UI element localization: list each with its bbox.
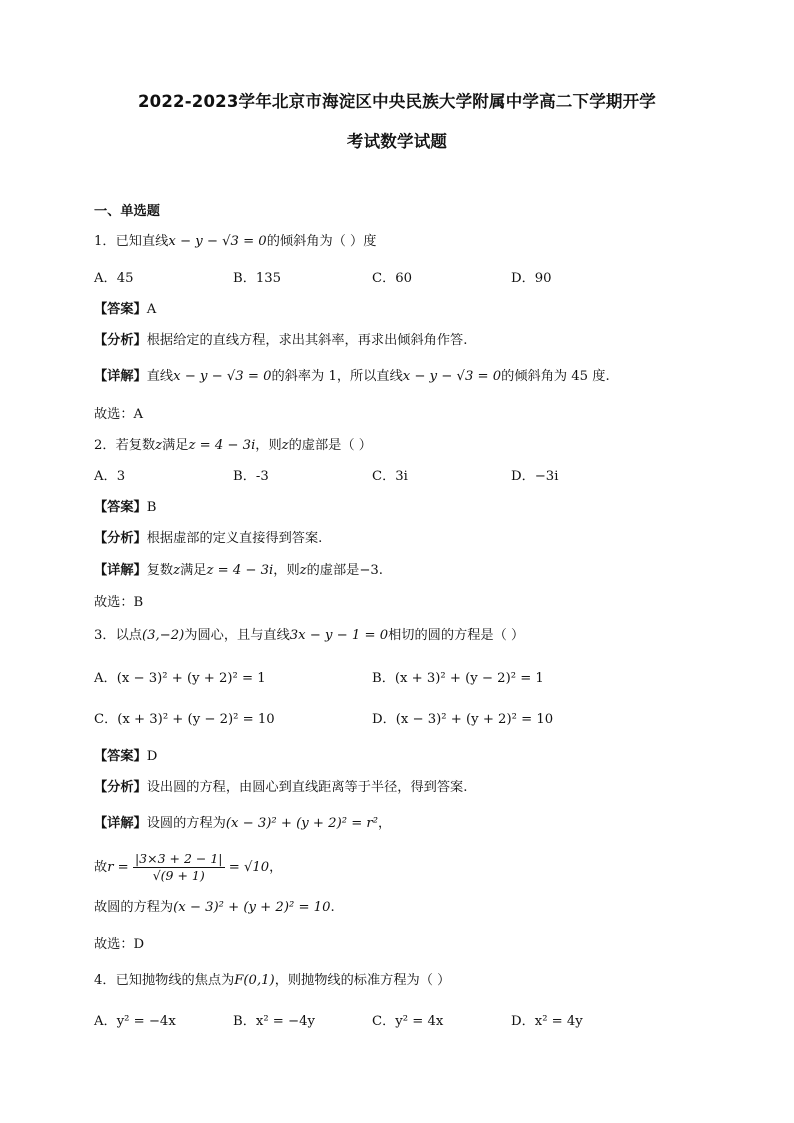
q1-analysis-text: 根据给定的直线方程，求出其斜率，再求出倾斜角作答. [146, 333, 468, 348]
q3-stem-start: 3．以点 [94, 628, 142, 643]
q1-detail [94, 368, 610, 386]
q4-stem-start: 4．已知抛物线的焦点为 [94, 973, 235, 988]
q3-radius-numerator: |3×3 + 2 − 1| [134, 851, 223, 866]
q3-detail-text-1: 设圆的方程为 [146, 816, 226, 831]
q2-analysis [94, 530, 322, 548]
q3-stem [94, 627, 524, 645]
q1-detail-tag: 【详解】 [94, 369, 147, 384]
q1-answer [94, 301, 156, 319]
q2-detail-text-3: ，则 [273, 563, 300, 578]
q3-stem-mid: 为圆心，且与直线 [184, 628, 290, 643]
q3-answer [94, 748, 157, 766]
q3-detail-tag: 【详解】 [94, 816, 147, 831]
q1-detail-equation-1: x − y − √3 = 0 [173, 369, 272, 384]
q3-final-equation: (x − 3)² + (y + 2)² = 10 [173, 900, 331, 915]
q1-option-c: C．60 [372, 271, 413, 286]
q1-detail-text-2: 的斜率为 1，所以直线 [271, 369, 403, 384]
q4-stem-end: ，则抛物线的标准方程为（ ） [274, 973, 451, 988]
q1-detail-equation-2: x − y − √3 = 0 [402, 369, 502, 384]
q2-option-d: D．−3i [511, 469, 559, 484]
q2-stem-end: 的虚部是（ ） [288, 438, 372, 453]
q4-option-b: B．x² = −4y [233, 1014, 315, 1029]
q2-detail [94, 562, 383, 580]
q1-stem [94, 233, 376, 251]
q2-answer [94, 499, 156, 517]
q3-option-b: B．(x + 3)² + (y − 2)² = 1 [372, 671, 544, 686]
q3-option-d: D．(x − 3)² + (y + 2)² = 10 [372, 712, 554, 727]
q3-stem-end: 相切的圆的方程是（ ） [388, 628, 525, 643]
q1-analysis [94, 332, 467, 350]
document-title-line-1: 2022-2023学年北京市海淀区中央民族大学附属中学高二下学期开学 [138, 92, 656, 111]
q2-analysis-text: 根据虚部的定义直接得到答案. [146, 531, 323, 546]
q2-equation: z = 4 − 3i [188, 438, 256, 453]
q4-stem [94, 972, 450, 990]
q4-option-a: A．y² = −4x [94, 1014, 176, 1029]
q3-analysis [94, 779, 467, 797]
q2-option-a: A．3 [94, 469, 126, 484]
q3-option-a: A．(x − 3)² + (y + 2)² = 1 [94, 671, 266, 686]
q3-radius-denominator: √(9 + 1) [152, 868, 205, 883]
q1-option-a: A．45 [94, 271, 134, 286]
q3-final-period: . [330, 900, 335, 915]
q3-line-equation: 3x − y − 1 = 0 [289, 628, 389, 643]
q3-choice: 故选：D [94, 937, 145, 952]
q2-detail-text-2: 满足 [180, 563, 207, 578]
q3-answer-tag: 【答案】 [94, 749, 147, 764]
q3-detail [94, 815, 391, 833]
q4-option-c: C．y² = 4x [372, 1014, 444, 1029]
q2-stem-then: ，则 [255, 438, 282, 453]
q2-answer-tag: 【答案】 [94, 500, 147, 515]
q2-variable-2: z [281, 438, 289, 453]
q2-variable: z [155, 438, 163, 453]
q3-detail-text-2: ， [378, 816, 392, 831]
q2-detail-text-1: 复数 [146, 563, 174, 578]
q3-analysis-tag: 【分析】 [94, 780, 147, 795]
q1-equation: x − y − √3 = 0 [168, 234, 267, 249]
q4-focus: F(0,1) [234, 973, 275, 988]
q3-radius-line [94, 848, 282, 888]
q3-radius-lhs: r = [107, 860, 129, 875]
q1-option-d: D．90 [511, 271, 552, 286]
q3-final [94, 899, 335, 917]
q1-answer-value: A [146, 302, 157, 317]
q1-detail-text-1: 直线 [146, 369, 174, 384]
q2-detail-variable: z [173, 563, 181, 578]
q1-choice: 故选：A [94, 407, 144, 422]
q2-answer-value: B [146, 500, 157, 515]
q3-analysis-text: 设出圆的方程，由圆心到直线距离等于半径，得到答案. [146, 780, 468, 795]
q2-choice: 故选：B [94, 595, 144, 610]
q3-answer-value: D [146, 749, 158, 764]
q3-detail-equation: (x − 3)² + (y + 2)² = r² [225, 816, 379, 831]
q2-option-c: C．3i [372, 469, 408, 484]
section-heading: 一、单选题 [94, 204, 160, 219]
q2-detail-text-4: 的虚部是−3. [306, 563, 383, 578]
q3-final-text: 故圆的方程为 [94, 900, 174, 915]
q2-detail-variable-2: z [299, 563, 307, 578]
q2-detail-equation: z = 4 − 3i [206, 563, 274, 578]
q2-stem [94, 437, 372, 455]
q1-stem-end: 的倾斜角为（ ）度 [266, 234, 377, 249]
q3-radius-prefix: 故 [94, 860, 108, 875]
q2-detail-tag: 【详解】 [94, 563, 147, 578]
q2-option-b: B．-3 [233, 469, 269, 484]
q1-option-b: B．135 [233, 271, 282, 286]
q3-radius-fraction [133, 851, 225, 884]
q1-stem-start: 1．已知直线 [94, 234, 169, 249]
q2-stem-start: 2．若复数 [94, 438, 156, 453]
q1-detail-text-3: 的倾斜角为 45 度. [501, 369, 610, 384]
q2-analysis-tag: 【分析】 [94, 531, 147, 546]
q1-analysis-tag: 【分析】 [94, 333, 147, 348]
q4-option-d: D．x² = 4y [511, 1014, 583, 1029]
q3-radius-rhs: = √10 [228, 860, 270, 875]
q2-stem-mid: 满足 [162, 438, 189, 453]
q3-option-c: C．(x + 3)² + (y − 2)² = 10 [94, 712, 275, 727]
q1-answer-tag: 【答案】 [94, 302, 147, 317]
document-title-line-2: 考试数学试题 [346, 132, 448, 151]
q3-radius-suffix: ， [269, 860, 283, 875]
q3-center-point: (3,−2) [141, 628, 185, 643]
